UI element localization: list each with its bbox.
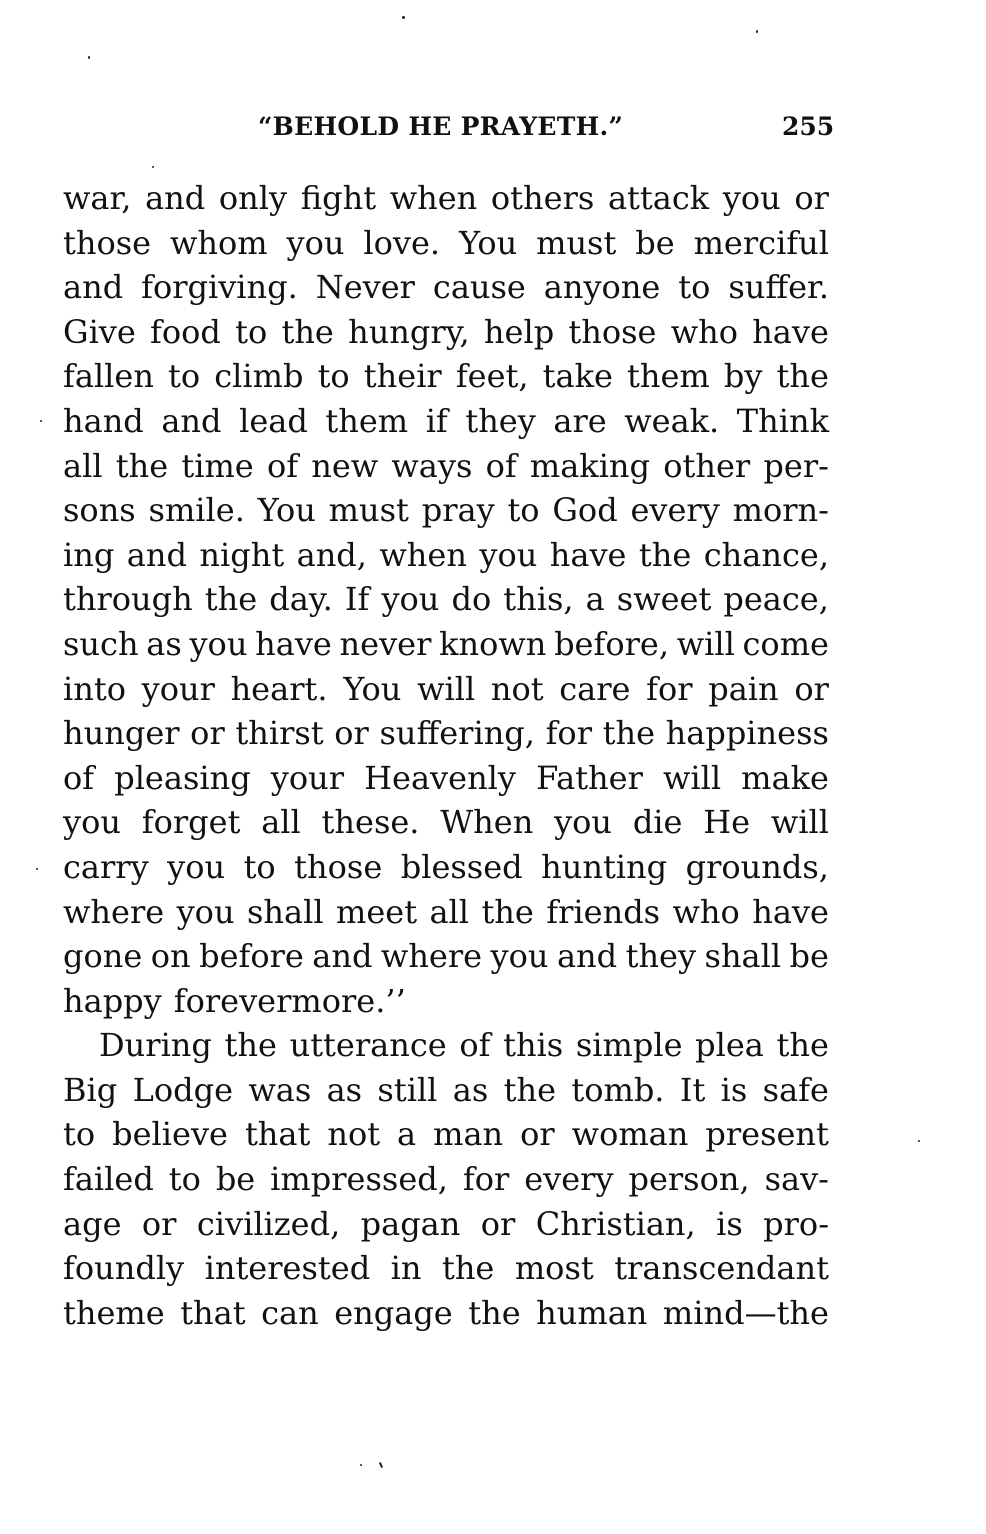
word: most [514, 1249, 594, 1288]
word: all [261, 803, 301, 842]
word: the [776, 357, 829, 396]
word: for [462, 1160, 510, 1199]
word: help [483, 312, 555, 351]
word: merciful [693, 223, 829, 262]
word: your [270, 758, 345, 797]
word: other [663, 446, 751, 485]
word: Heavenly [364, 758, 516, 797]
word: the [204, 580, 258, 619]
word: You [257, 491, 316, 530]
word: simple [575, 1026, 683, 1065]
word: where [380, 937, 483, 976]
word: have [752, 892, 829, 931]
text-line [63, 1157, 829, 1202]
text-line [63, 488, 829, 533]
scan-speck [152, 166, 154, 168]
word: or [794, 179, 829, 217]
word: God [552, 491, 618, 530]
word: of [485, 446, 517, 485]
scan-speck [379, 1462, 383, 1468]
text-line [63, 890, 829, 935]
page-number: 255 [782, 112, 835, 141]
word: the [481, 892, 534, 931]
word: never [339, 624, 432, 663]
word: grounds, [685, 847, 829, 886]
word: forget [141, 803, 241, 842]
word: You [458, 223, 518, 262]
word: only [218, 179, 288, 217]
word: forevermore.’’ [173, 981, 406, 1020]
word: pray [421, 491, 495, 530]
word: hand [63, 401, 144, 440]
word: of [266, 446, 299, 485]
word: if [425, 401, 448, 440]
word: Think [736, 401, 829, 440]
word: make [741, 758, 829, 797]
text-line [63, 221, 829, 266]
word: take [542, 357, 613, 396]
word: to [507, 491, 540, 530]
word: these. [321, 803, 420, 842]
word: the [602, 714, 656, 753]
text-line [63, 577, 829, 622]
word: they [625, 937, 697, 976]
word: must [328, 491, 409, 530]
word: weak. [624, 401, 720, 440]
word: or [190, 714, 225, 753]
word: through [63, 580, 193, 619]
word: suffering, [379, 714, 535, 753]
word: can [261, 1293, 319, 1332]
word: cause [432, 268, 526, 307]
word: foundly [63, 1249, 185, 1288]
word: Big [63, 1070, 118, 1109]
word: carry [63, 847, 149, 886]
word: chance, [703, 535, 829, 574]
word: where [63, 892, 165, 931]
word: forgiving. [141, 268, 298, 307]
word: must [536, 223, 617, 262]
word: of [63, 758, 95, 797]
word: you [381, 580, 440, 619]
word: to [168, 357, 201, 396]
word: every [524, 1160, 614, 1199]
word: present [705, 1115, 829, 1154]
word: civilized, [196, 1204, 341, 1243]
scan-speck [88, 56, 90, 59]
text-line [63, 354, 829, 399]
word: is [720, 1070, 748, 1109]
word: food [150, 312, 221, 351]
text-line [63, 1068, 829, 1113]
word: known [439, 624, 547, 663]
word: Never [315, 268, 415, 307]
word: peace, [723, 580, 829, 619]
word: or [794, 669, 829, 708]
word: fight [300, 179, 377, 217]
word: ways [391, 446, 473, 485]
word: and, [296, 535, 367, 574]
word: time [181, 446, 254, 485]
word: who [670, 312, 738, 351]
word: to [168, 1160, 201, 1199]
word: Christian, [535, 1204, 696, 1243]
word: suffer. [728, 268, 829, 307]
word: the [776, 1026, 829, 1065]
word: you [189, 624, 248, 663]
text-line [63, 265, 829, 310]
word: that [180, 1293, 246, 1332]
word: climb [214, 357, 304, 396]
word: to [235, 312, 268, 351]
word: man [433, 1115, 504, 1154]
word: be [215, 1160, 256, 1199]
text-line [63, 622, 829, 667]
word: was [248, 1070, 312, 1109]
word: to [243, 847, 276, 886]
word: hungry, [348, 312, 470, 351]
word: come [742, 624, 829, 663]
word: them [627, 357, 710, 396]
word: the [224, 1026, 277, 1065]
word: to [317, 357, 350, 396]
word: transcendant [614, 1249, 829, 1288]
word: mind—the [662, 1293, 829, 1332]
word: pain [708, 669, 779, 708]
text-line [63, 756, 829, 801]
word: to [678, 268, 711, 307]
text-line [63, 1112, 829, 1157]
word: before, [554, 624, 669, 663]
word: Father [536, 758, 643, 797]
word: heart. [230, 669, 328, 708]
word: smile. [148, 491, 245, 530]
word: before [199, 937, 304, 976]
word: It [679, 1070, 706, 1109]
word: failed [63, 1160, 154, 1199]
word: love. [363, 223, 441, 262]
word: sons [63, 491, 136, 530]
word: tomb. [571, 1070, 665, 1109]
text-line [63, 934, 829, 979]
text-line [63, 1291, 829, 1336]
text-line [63, 845, 829, 890]
word: into [63, 669, 126, 708]
word: are [553, 401, 607, 440]
word: their [363, 357, 442, 396]
word: the [281, 312, 334, 351]
word: feet, [455, 357, 529, 396]
text-line [63, 1023, 829, 1068]
word: engage [334, 1293, 453, 1332]
word: the [638, 535, 692, 574]
word: fallen [63, 357, 154, 396]
word: a [397, 1115, 417, 1154]
scan-speck [756, 30, 758, 33]
word: utterance [289, 1026, 447, 1065]
word: pro- [763, 1204, 829, 1243]
word: you [479, 535, 538, 574]
word: and [145, 179, 206, 217]
scan-speck [360, 1464, 362, 1466]
word: meet [335, 892, 418, 931]
word: not [327, 1115, 381, 1154]
text-line [63, 533, 829, 578]
word: will [662, 758, 722, 797]
word: friends [546, 892, 661, 931]
word: Lodge [132, 1070, 233, 1109]
word: Give [63, 312, 136, 351]
word: blessed [400, 847, 523, 886]
text-line [63, 1246, 829, 1291]
word: is [716, 1204, 743, 1243]
word: you [63, 803, 121, 842]
word: pagan [360, 1204, 461, 1243]
word: do [451, 580, 492, 619]
word: you [286, 223, 345, 262]
word: you [167, 847, 226, 886]
word: attack [607, 179, 710, 217]
word: and [126, 535, 187, 574]
word: you [490, 937, 549, 976]
scan-speck [402, 16, 405, 19]
text-line [63, 800, 829, 845]
word: you [722, 179, 781, 217]
word: as [146, 624, 182, 663]
word: those [294, 847, 383, 886]
word: for [646, 669, 693, 708]
word: that [244, 1115, 311, 1154]
word: others [490, 179, 595, 217]
word: have [255, 624, 332, 663]
word: have [752, 312, 829, 351]
word: per- [763, 446, 829, 485]
word: day. [269, 580, 333, 619]
word: anyone [543, 268, 661, 307]
word: pleasing [114, 758, 251, 797]
word: and [312, 937, 373, 976]
scan-speck [36, 868, 38, 870]
word: theme [63, 1293, 165, 1332]
word: as [326, 1070, 363, 1109]
word: this, [503, 580, 574, 619]
word: such [63, 624, 139, 663]
word: night [199, 535, 285, 574]
word: or [334, 714, 369, 753]
word: will [676, 624, 735, 663]
text-line [63, 979, 829, 1024]
word: not [490, 669, 544, 708]
text-line [63, 1202, 829, 1247]
word: happiness [665, 714, 829, 753]
text-line [63, 310, 829, 355]
word: of [459, 1026, 491, 1065]
word: and [63, 268, 124, 307]
word: ing [63, 535, 115, 574]
word: by [723, 357, 763, 396]
word: to [63, 1115, 96, 1154]
word: still [377, 1070, 438, 1109]
word: making [529, 446, 651, 485]
word: You [343, 669, 402, 708]
word: or [520, 1115, 555, 1154]
word: die [632, 803, 683, 842]
word: shall [704, 937, 782, 976]
word: them [325, 401, 409, 440]
scan-speck [40, 420, 42, 422]
word: woman [571, 1115, 689, 1154]
word: If [344, 580, 370, 619]
word: they [465, 401, 536, 440]
word: those [568, 312, 657, 351]
word: a [585, 580, 605, 619]
word: you [176, 892, 235, 931]
word: When [440, 803, 534, 842]
word: the [503, 1070, 556, 1109]
word: the [115, 446, 169, 485]
word: gone [63, 937, 143, 976]
word: be [635, 223, 675, 262]
text-line [63, 444, 829, 489]
word: will [770, 803, 829, 842]
word: age [63, 1204, 122, 1243]
word: the [468, 1293, 521, 1332]
word: thirst [235, 714, 324, 753]
word: and [161, 401, 222, 440]
word: morn- [732, 491, 829, 530]
word: have [549, 535, 627, 574]
scan-speck [918, 1140, 920, 1142]
word: every [630, 491, 720, 530]
word: sweet [616, 580, 712, 619]
word: when [379, 535, 467, 574]
word: when [389, 179, 478, 217]
word: this [503, 1026, 564, 1065]
word: as [452, 1070, 489, 1109]
text-line [63, 711, 829, 756]
word: or [141, 1204, 177, 1243]
word: whom [170, 223, 268, 262]
word: impressed, [270, 1160, 448, 1199]
word: and [556, 937, 618, 976]
word: interested [204, 1249, 371, 1288]
word: hunger [63, 714, 180, 753]
word: plea [695, 1026, 764, 1065]
word: care [559, 669, 631, 708]
word: in [390, 1249, 422, 1288]
word: your [141, 669, 215, 708]
word: who [672, 892, 740, 931]
word: human [536, 1293, 648, 1332]
word: on [150, 937, 191, 976]
text-line [63, 667, 829, 712]
word: believe [112, 1115, 228, 1154]
body-text [63, 176, 829, 1335]
word: safe [762, 1070, 829, 1109]
word: all [63, 446, 103, 485]
word: war, [63, 179, 132, 217]
word: new [311, 446, 379, 485]
word: During [99, 1026, 212, 1065]
word: lead [239, 401, 308, 440]
word: you [554, 803, 613, 842]
word: or [480, 1204, 516, 1243]
text-line [63, 399, 829, 444]
word: those [63, 223, 152, 262]
text-line [63, 176, 829, 221]
word: shall [246, 892, 324, 931]
word: He [703, 803, 751, 842]
word: person, [628, 1160, 750, 1199]
word: for [545, 714, 592, 753]
word: be [789, 937, 829, 976]
running-head: “BEHOLD HE PRAYETH.” [258, 112, 624, 141]
word: the [441, 1249, 495, 1288]
word: hunting [541, 847, 668, 886]
word: sav- [764, 1160, 829, 1199]
word: will [417, 669, 476, 708]
word: all [429, 892, 470, 931]
word: happy [63, 981, 162, 1020]
